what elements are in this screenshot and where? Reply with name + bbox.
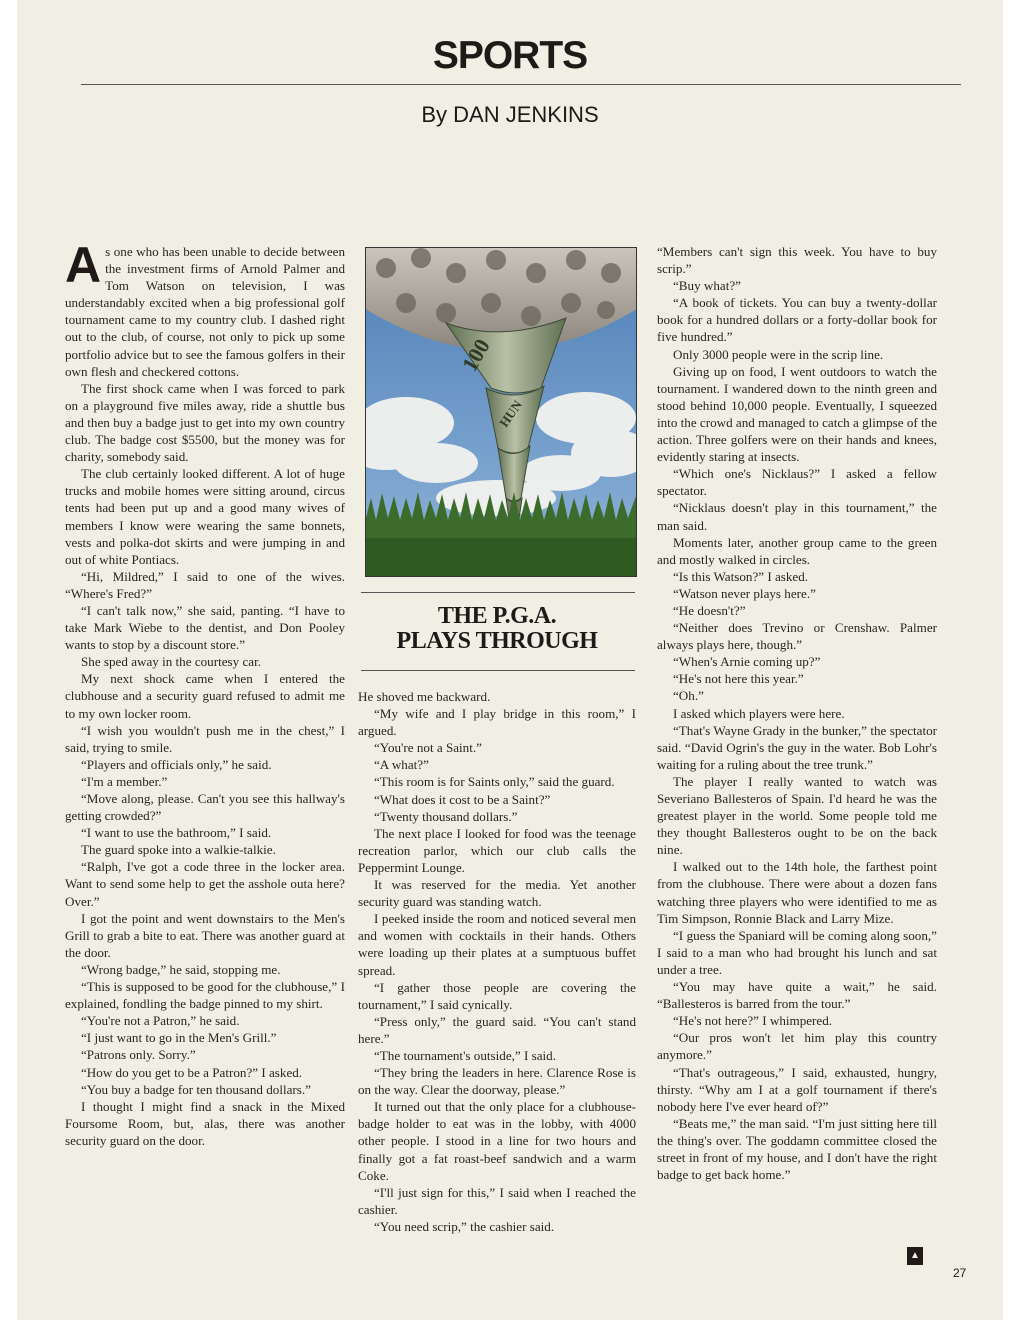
paragraph: “How do you get to be a Patron?” I asked. [81, 1064, 303, 1080]
paragraph: “Twenty thousand dollars.” [374, 808, 518, 824]
rabbit-head-logo-icon: ▲ [907, 1247, 923, 1265]
article-column-2 [358, 688, 636, 1235]
article-column-1 [65, 237, 345, 1149]
paragraph: “What does it cost to be a Saint?” [374, 791, 551, 807]
paragraph: Giving up on food, I went outdoors to watch the tournament. I wandered down to the ninth green and stood behind 10,000 people. Eventually, I squeezed into the crowd and managed to catch a glimpse of the action. Three golfers were on their hands and knees, evidently staring at insects. [657, 363, 937, 465]
byline: By DAN JENKINS [421, 102, 599, 127]
paragraph: She sped away in the courtesy car. [81, 654, 261, 670]
paragraph: “Wrong badge,” he said, stopping me. [81, 961, 281, 977]
paragraph: “This is supposed to be good for the clubhouse,” I explained, fondling the badge pinned to my shirt. [65, 979, 345, 1012]
paragraph: s one who has been unable to decide between the investment firms of Arnold Palmer and Tom Watson on television, I was understandably excited when a big professional golf tournament came to my country club. I dashed right out to the club, of course, not only to pick up some portfolio advice but to see the famous golfers in their own flesh and checkered cottons. [65, 244, 345, 379]
paragraph: “Move along, please. Can't you see this hallway's getting crowded?” [65, 791, 345, 824]
paragraph: “Press only,” the guard said. “You can't stand here.” [358, 1013, 636, 1046]
article-column-3 [657, 243, 937, 1183]
paragraph: “You're not a Saint.” [374, 740, 482, 756]
money-text: HUN [496, 397, 526, 430]
headline-line-1: THE P.G.A. [437, 603, 557, 629]
paragraph: “Members can't sign this week. You have to buy scrip.” [657, 244, 937, 277]
paragraph: Moments later, another group came to the green and mostly walked in circles. [657, 534, 937, 567]
paragraph: “Beats me,” the man said. “I'm just sitting here till the thing's over. The goddamn committee closed the street in front of my house, and I don't have the right badge to get back home.” [657, 1115, 937, 1183]
paragraph: “He doesn't?” [673, 602, 746, 618]
paragraph: “You buy a badge for ten thousand dollars.” [81, 1081, 311, 1097]
paragraph: “The tournament's outside,” I said. [374, 1047, 556, 1063]
paragraph: “Oh.” [673, 688, 704, 704]
magazine-page [17, 0, 1003, 1320]
title-rule [81, 84, 961, 85]
paragraph: “This room is for Saints only,” said the guard. [374, 774, 615, 790]
paragraph: “I can't talk now,” she said, panting. “I have to take Mark Wiebe to the dentist, and Don Pooley wants to stop by a discount store.” [65, 602, 345, 653]
drop-cap: A [65, 237, 102, 293]
paragraph: “When's Arnie coming up?” [673, 654, 821, 670]
paragraph: “Which one's Nicklaus?” I asked a fellow spectator. [657, 466, 937, 499]
paragraph: “Neither does Trevino or Crenshaw. Palmer always plays here, though.” [657, 620, 937, 653]
money-text: 100 [456, 334, 495, 376]
paragraph: “Nicklaus doesn't play in this tournament,” the man said. [657, 500, 937, 533]
paragraph: “That's outrageous,” I said, exhausted, hungry, thirsty. “Why am I at a golf tournament if there's nobody here I've ever heard of?” [657, 1064, 937, 1114]
paragraph: “Is this Watson?” I asked. [673, 568, 809, 584]
paragraph: It was reserved for the media. Yet another security guard was standing watch. [358, 877, 636, 910]
paragraph: “I gather those people are covering the tournament,” I said cynically. [358, 979, 636, 1012]
page-number: 27 [953, 1266, 967, 1280]
paragraph: “I'm a member.” [81, 773, 168, 789]
headline-rule [361, 592, 635, 593]
paragraph: “You may have quite a wait,” he said. “Ballesteros is barred from the tour.” [657, 979, 937, 1012]
paragraph: “My wife and I play bridge in this room,” I argued. [358, 706, 636, 739]
paragraph: I thought I might find a snack in the Mixed Foursome Room, but, alas, there was another security guard on the door. [65, 1098, 345, 1148]
paragraph: “Watson never plays here.” [673, 585, 816, 601]
paragraph: “A book of tickets. You can buy a twenty-dollar book for a hundred dollars or a forty-dollar book for five hundred.” [657, 295, 937, 345]
paragraph: “I guess the Spaniard will be coming along soon,” I said to a man who had brought his lunch and sat under a tree. [657, 927, 937, 977]
paragraph: The guard spoke into a walkie-talkie. [81, 842, 276, 858]
paragraph: The first shock came when I was forced to park on a playground five miles away, ride a shuttle bus and then buy a badge just to get into my own country club. The badge cost $5500, but the money was for charity, somebody said. [65, 380, 345, 465]
paragraph: I asked which players were here. [673, 705, 845, 721]
paragraph: “I wish you wouldn't push me in the chest,” I said, trying to smile. [65, 722, 345, 755]
paragraph: “Hi, Mildred,” I said to one of the wives. “Where's Fred?” [65, 568, 345, 601]
illustration-money-tee [365, 247, 637, 577]
headline-rule [361, 670, 635, 671]
paragraph: “A what?” [374, 757, 429, 773]
paragraph: “I want to use the bathroom,” I said. [81, 825, 272, 841]
paragraph: The player I really wanted to watch was Severiano Ballesteros of Spain. I'd heard he was the greatest player in the world. Some people told me they thought Ballesteros ought to be on the back nine. [657, 773, 937, 858]
paragraph: “Patrons only. Sorry.” [81, 1047, 196, 1063]
paragraph: My next shock came when I entered the clubhouse and a security guard refused to admit me to my own locker room. [65, 671, 345, 721]
paragraph: “Our pros won't let him play this country anymore.” [657, 1030, 937, 1063]
golf-ball-money-tornado-icon [366, 248, 636, 576]
paragraph: “He's not here?” I whimpered. [673, 1013, 833, 1029]
paragraph: He shoved me backward. [358, 689, 491, 704]
paragraph: “You need scrip,” the cashier said. [374, 1218, 555, 1234]
paragraph: I got the point and went downstairs to the Men's Grill to grab a bite to eat. There was another guard at the door. [65, 910, 345, 960]
paragraph: “I'll just sign for this,” I said when I reached the cashier. [358, 1184, 636, 1217]
paragraph: “Players and officials only,” he said. [81, 756, 272, 772]
paragraph: “I just want to go in the Men's Grill.” [81, 1030, 277, 1046]
paragraph: “You're not a Patron,” he said. [81, 1013, 240, 1029]
paragraph: The club certainly looked different. A lot of huge trucks and mobile homes were sitting around, circus tents had been put up and a good many wives of members I know were wearing the same bonnets, vests and polka-dot skirts and were jumping in and out of white Pontiacs. [65, 466, 345, 567]
paragraph: I peeked inside the room and noticed several men and women with cocktails in their hands. Others were loading up their plates at a sumptuous buffet spread. [358, 911, 636, 978]
paragraph: The next place I looked for food was the teenage recreation parlor, which our club calls the Peppermint Lounge. [358, 825, 636, 875]
paragraph: I walked out to the 14th hole, the farthest point from the clubhouse. There were about a dozen fans watching three players who were identified to me as Tim Simpson, Ronnie Black and Larry Mize. [657, 859, 937, 926]
section-title: SPORTS [432, 34, 588, 77]
paragraph: “Ralph, I've got a code three in the locker area. Want to send some help to get the asshole outa here? Over.” [65, 859, 345, 909]
paragraph: It turned out that the only place for a clubhouse-badge holder to eat was in the lobby, with 4000 other people. I stood in a line for two hours and finally got a fat roast-beef sandwich and a warm Coke. [358, 1099, 636, 1183]
paragraph: “They bring the leaders in here. Clarence Rose is on the way. Clear the doorway, please.” [358, 1065, 636, 1098]
paragraph: “He's not here this year.” [673, 671, 804, 687]
paragraph: Only 3000 people were in the scrip line. [673, 346, 884, 362]
headline-line-2: PLAYS THROUGH [396, 628, 598, 654]
article-headline [347, 604, 647, 654]
paragraph: “That's Wayne Grady in the bunker,” the spectator said. “David Ogrin's the guy in the water. Bob Lohr's waiting for a ruling about the tree trunk.” [657, 722, 937, 772]
paragraph: “Buy what?” [673, 278, 741, 294]
